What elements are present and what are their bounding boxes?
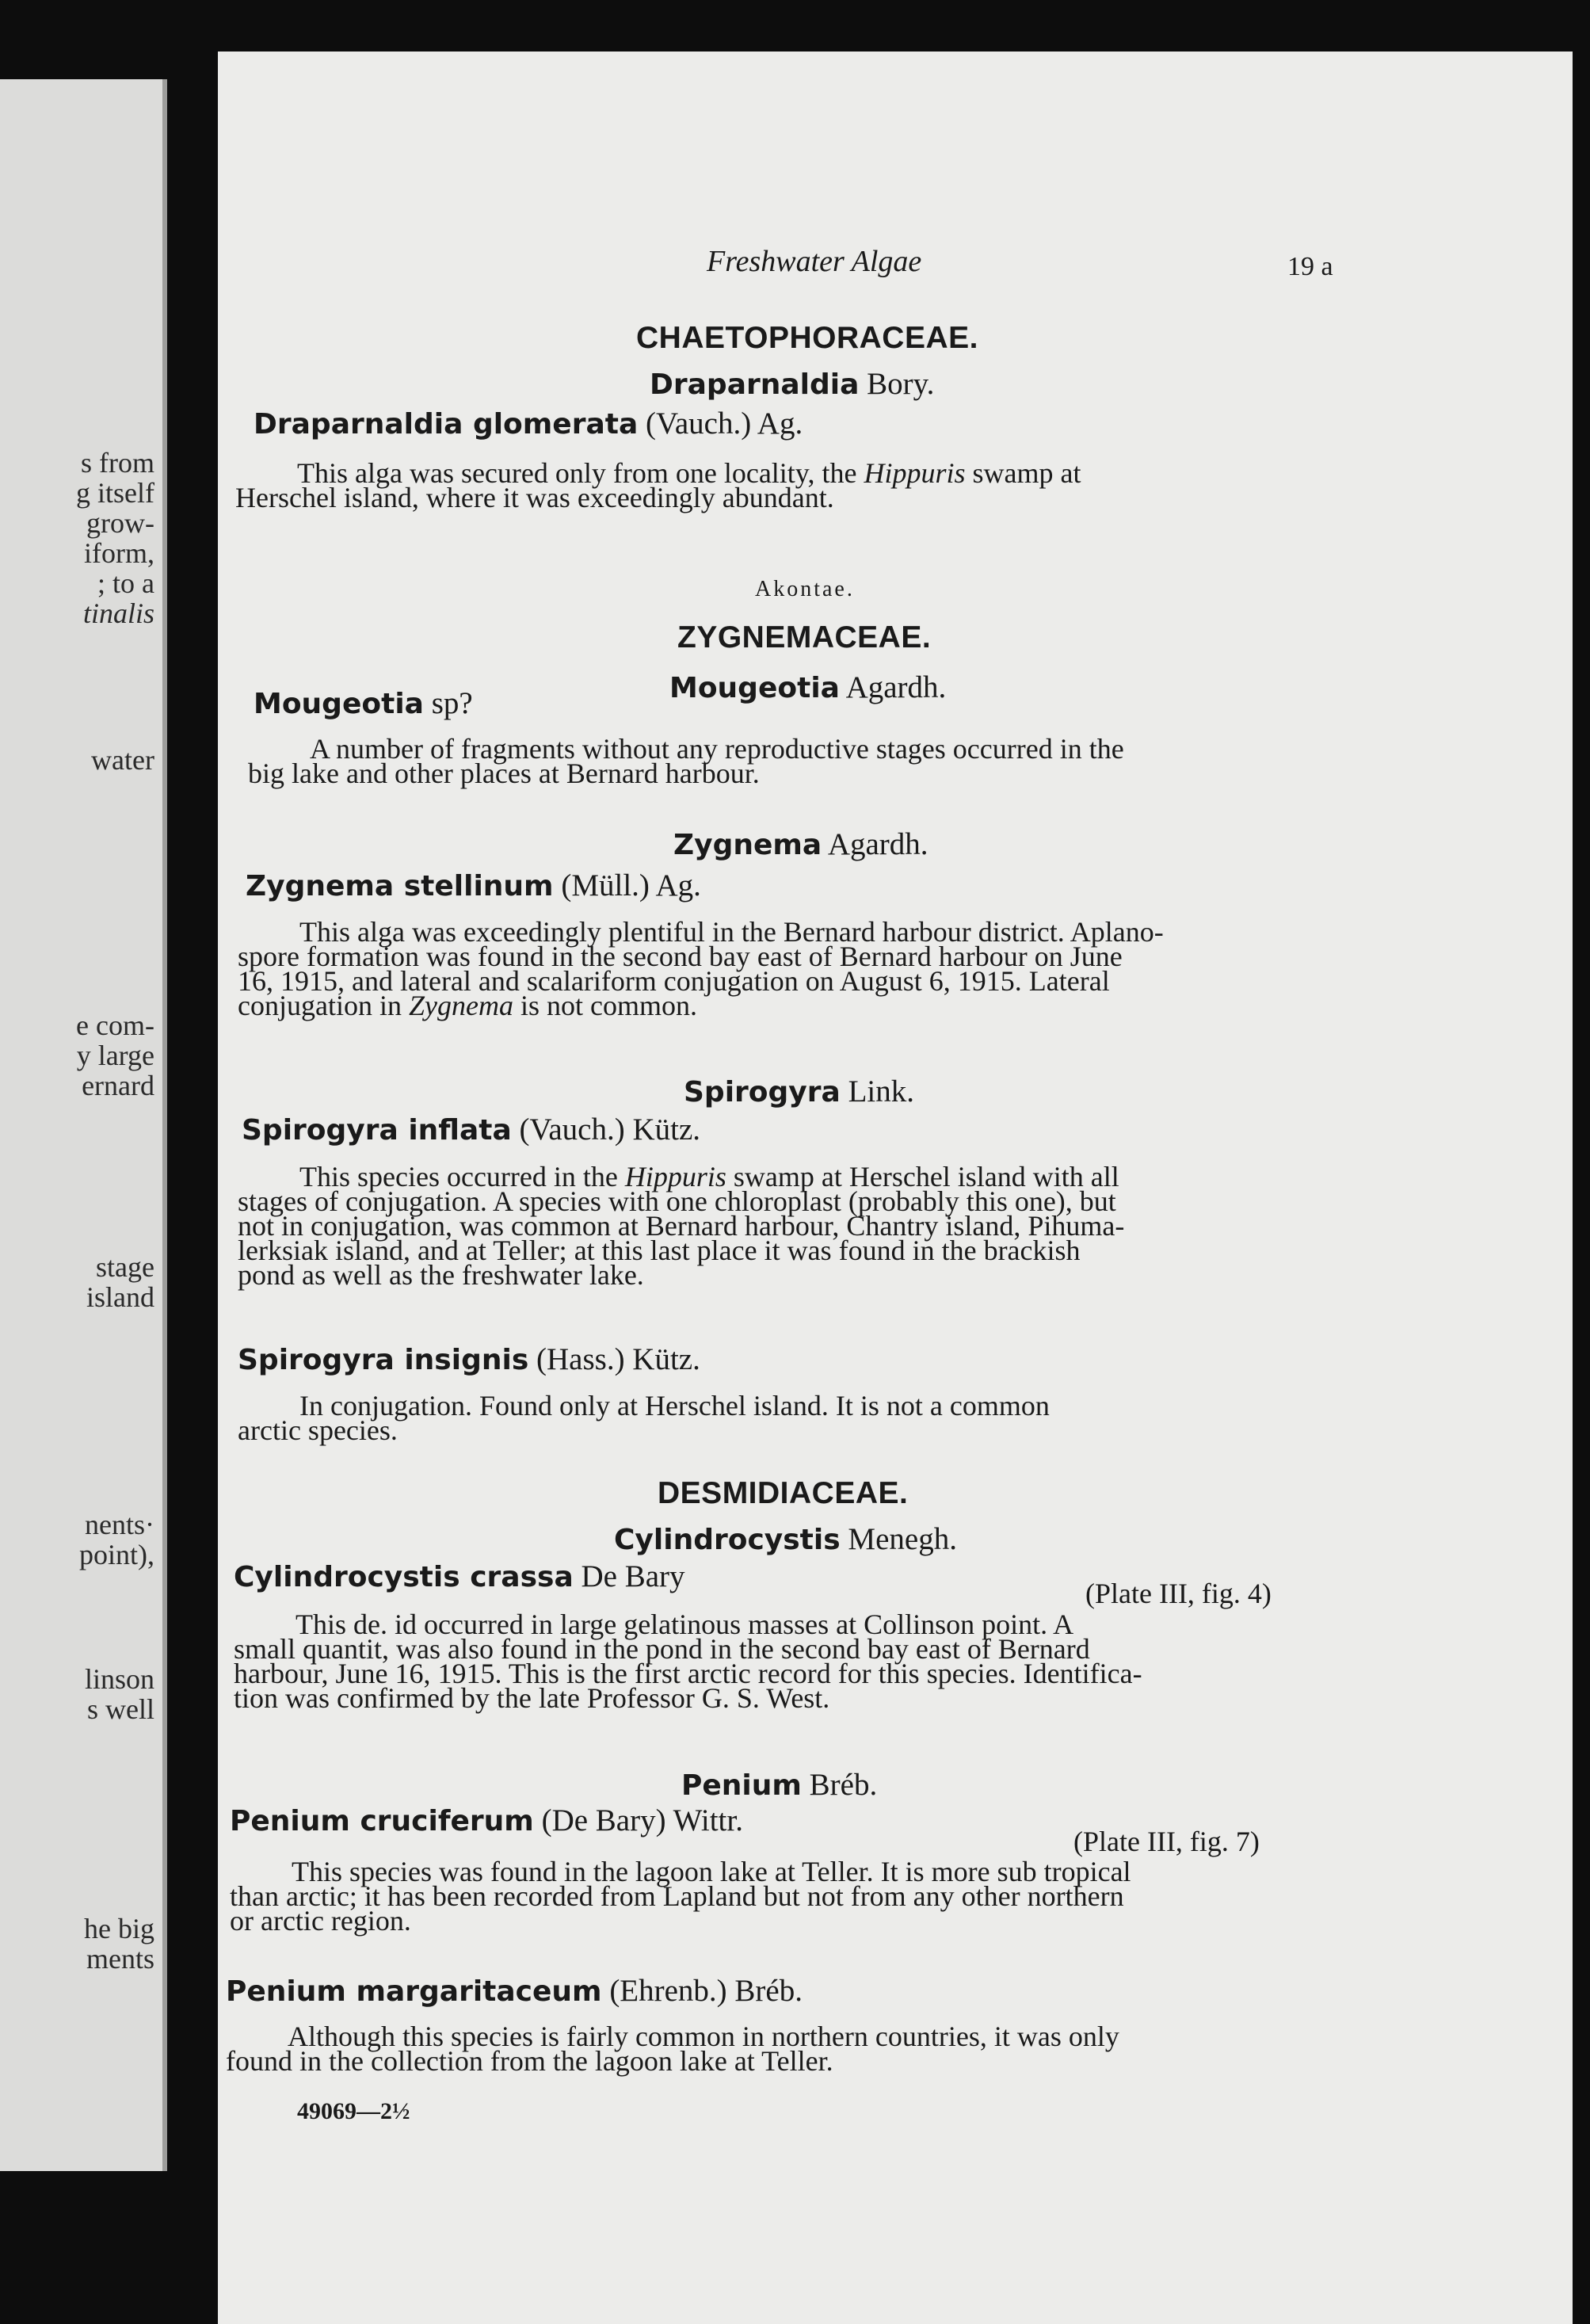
species-heading: [242, 1112, 700, 1147]
genus-author: Link.: [848, 1074, 914, 1109]
facing-page-line: island: [86, 1281, 154, 1313]
facing-page-line: iform,: [84, 537, 154, 569]
genus-author: Menegh.: [848, 1522, 957, 1556]
facing-page-line: ; to a: [97, 567, 154, 599]
page-number: 19 a: [1287, 252, 1333, 281]
facing-page-line: point),: [79, 1539, 154, 1570]
species-name: Penium cruciferum: [230, 1805, 534, 1837]
genus-heading: [650, 366, 934, 402]
facing-page-line: he big: [84, 1913, 154, 1944]
printer-signature: 49069—2½: [297, 2098, 410, 2124]
facing-page-line: grow-: [86, 507, 154, 539]
facing-page-line: nents·: [85, 1509, 154, 1540]
species-author: (De Bary) Wittr.: [541, 1803, 743, 1837]
family-heading: DESMIDIACEAE.: [658, 1476, 909, 1510]
facing-page-line: stage: [96, 1251, 154, 1283]
species-author: (Hass.) Kütz.: [536, 1342, 700, 1376]
paragraph: This alga was exceedingly plentiful in the Bernard harbour district. Aplano- spore formation was found in the second bay east of Bernard harbour on June 16, 1915, and lateral and scalariform conjugation on August 6, 1915. Lateral conjugation in Zygnema is not common.: [238, 916, 1164, 1021]
book-page: [218, 52, 1573, 2324]
genus-heading: [614, 1521, 957, 1557]
paragraph: This species was found in the lagoon lake at Teller. It is more sub tropical than arctic; it has been recorded from Lapland but not from any other northern or arctic region.: [230, 1856, 1131, 1937]
species-author: (Vauch.) Ag.: [646, 406, 803, 441]
genus-author: Agardh.: [827, 827, 928, 861]
facing-page-line: linson: [84, 1663, 154, 1695]
species-name: Draparnaldia glomerata: [254, 408, 639, 441]
species-heading: [234, 1559, 685, 1594]
species-name: Mougeotia: [254, 688, 424, 720]
plate-reference: (Plate III, fig. 4): [1085, 1578, 1272, 1609]
paragraph: Although this species is fairly common in northern countries, it was only found in the collection from the lagoon lake at Teller.: [226, 2021, 1119, 2077]
facing-page-line: y large: [76, 1040, 154, 1071]
facing-page-line: s well: [87, 1693, 154, 1725]
genus-heading: [669, 670, 946, 705]
facing-page-line: water: [91, 744, 154, 776]
genus-name: Spirogyra: [684, 1076, 841, 1109]
species-heading: [246, 868, 701, 903]
species-author: (Ehrenb.) Bréb.: [609, 1974, 803, 2008]
facing-page: [0, 79, 167, 2171]
species-name: Spirogyra inflata: [242, 1114, 512, 1147]
species-heading: [238, 1341, 700, 1377]
species-heading: [230, 1803, 743, 1838]
species-heading: [254, 685, 473, 721]
genus-name: Draparnaldia: [650, 368, 860, 401]
facing-page-line: ments: [86, 1943, 154, 1975]
genus-heading: [681, 1767, 877, 1803]
facing-page-line: e com-: [76, 1009, 154, 1041]
species-author: (Müll.) Ag.: [561, 868, 701, 903]
species-author: (Vauch.) Kütz.: [519, 1112, 701, 1147]
genus-name: Cylindrocystis: [614, 1524, 841, 1556]
family-heading: CHAETOPHORACEAE.: [636, 321, 978, 355]
species-name: Spirogyra insignis: [238, 1344, 529, 1376]
paragraph: In conjugation. Found only at Herschel island. It is not a common arctic species.: [238, 1390, 1050, 1446]
facing-page-line: s from: [81, 447, 154, 479]
species-name: Cylindrocystis crassa: [234, 1561, 574, 1593]
species-name: Zygnema stellinum: [246, 870, 554, 903]
paragraph: This alga was secured only from one locality, the Hippuris swamp at Herschel island, where it was exceedingly abundant.: [235, 457, 1081, 513]
genus-author: Bory.: [867, 367, 935, 401]
species-author: De Bary: [581, 1559, 685, 1593]
facing-page-line: g itself: [76, 477, 154, 509]
subdivision-heading: Akontae.: [755, 577, 855, 601]
paragraph: This de. id occurred in large gelatinous masses at Collinson point. A small quantit, was also found in the pond in the second bay east of Bernard harbour, June 16, 1915. This is the first arctic record for this species. Identifica- tion was confirmed by the late Professor G. S. West.: [234, 1608, 1142, 1714]
genus-author: Bréb.: [809, 1768, 878, 1802]
family-heading: ZYGNEMACEAE.: [677, 620, 932, 654]
genus-author: Agardh.: [845, 670, 947, 704]
genus-name: Zygnema: [673, 829, 822, 861]
genus-name: Mougeotia: [669, 672, 840, 704]
species-heading: [226, 1973, 803, 2009]
species-author: sp?: [431, 686, 473, 720]
species-heading: [254, 406, 803, 441]
facing-page-line: tinalis: [82, 597, 154, 629]
paragraph: This species occurred in the Hippuris swamp at Herschel island with all stages of conjugation. A species with one chloroplast (probably this one), but not in conjugation, was common at Bernard harbour, Chantry island, Pihuma- lerksiak island, and at Teller; at this last place it was found in the brackish pond as well as the freshwater lake.: [238, 1161, 1125, 1291]
facing-page-line: ernard: [82, 1070, 154, 1101]
paragraph: A number of fragments without any reproductive stages occurred in the big lake and other places at Bernard harbour.: [248, 733, 1124, 789]
genus-heading: [684, 1074, 914, 1109]
species-name: Penium margaritaceum: [226, 1975, 602, 2008]
running-head: Freshwater Algae: [707, 245, 922, 278]
plate-reference: (Plate III, fig. 7): [1073, 1826, 1260, 1857]
genus-heading: [673, 826, 928, 862]
genus-name: Penium: [681, 1769, 802, 1802]
